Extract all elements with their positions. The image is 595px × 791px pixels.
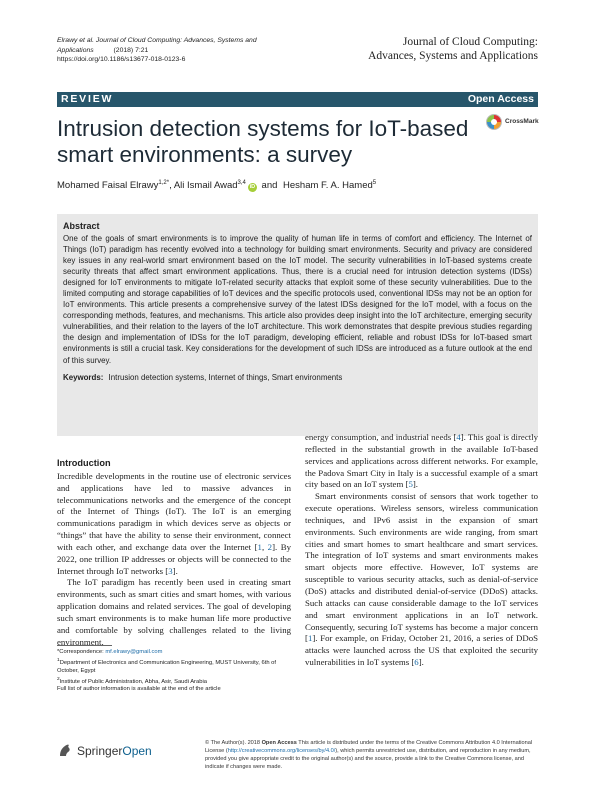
author-separator: and	[258, 180, 281, 192]
journal-name	[368, 36, 538, 63]
citation-year-pages: (2018) 7:21	[113, 46, 149, 54]
paragraph-text: ].	[412, 479, 418, 490]
footnotes	[57, 649, 297, 694]
body-paragraph: The IoT paradigm has recently been used in creating smart environments, such as smart cities and smart homes, with various application domains and related services. The goal of developing such smart environments is to make human life more productive and comfortable by solving challenges related to the living environment,	[57, 577, 291, 647]
article-title: Intrusion detection systems for IoT-based smart environments: a survey	[57, 116, 469, 167]
paragraph-text: ]. By 2022, one trillion IP addresses or objects will be connected to the Internet through IoT networks [	[57, 541, 291, 576]
body-column-left	[57, 458, 291, 649]
orcid-icon[interactable]: iD	[249, 184, 256, 191]
abstract-heading: Abstract	[63, 221, 100, 231]
keywords-text: Intrusion detection systems, Internet of things, Smart environments	[108, 372, 343, 382]
author-name[interactable]: Hesham F. A. Hamed	[283, 180, 373, 192]
springer-horse-icon	[57, 742, 73, 758]
affiliation-number: 2	[57, 676, 60, 682]
keywords-label: Keywords:	[63, 372, 104, 382]
citation-link[interactable]: 5	[408, 479, 413, 490]
body-paragraph	[57, 471, 291, 578]
author-separator: ,	[169, 180, 174, 192]
affiliation-number: 1	[57, 657, 60, 663]
citation-link[interactable]: 3	[168, 565, 173, 576]
correspondence-note	[57, 649, 297, 657]
introduction-heading: Introduction	[57, 458, 111, 468]
citation-link[interactable]: 1	[307, 633, 313, 644]
license-link[interactable]: http://creativecommons.org/licenses/by/4.0/	[227, 747, 336, 754]
article-type-banner	[57, 92, 538, 107]
journal-name-line2: Advances, Systems and Applications	[368, 49, 538, 62]
keywords	[63, 373, 532, 382]
paragraph-text: Incredible developments in the routine use of electronic services and applications have led to massive advances in telecommunications networks and the emergence of the concept of the Internet of Things (IoT). The IoT is an emerging communications paradigm in which devices serve as objects or “things” that have the ability to sense their environment, connect with each other, and exchange data over the Internet [	[57, 470, 291, 552]
body-column-right	[305, 432, 538, 669]
author-affiliation-marker: 5	[372, 180, 377, 186]
citation-link[interactable]: 1	[257, 541, 262, 552]
citation-journal: Journal of Cloud Computing: Advances, Systems and Applications	[57, 37, 257, 54]
abstract-box	[57, 214, 538, 436]
body-paragraph	[305, 491, 538, 669]
open-access-label: Open Access	[467, 93, 534, 105]
paragraph-text: ].	[418, 657, 424, 668]
abstract-text: One of the goals of smart environments is to improve the quality of human life in terms of comfort and efficiency. The Internet of Things (IoT) paradigm has recently evolved into a technology for building smart environments. Security and privacy are considered key issues in any real-world smart environment based on the IoT model. The security vulnerabilities in IoT-based systems create security threats that affect smart environment applications. Thus, there is a crucial need for intrusion detection systems (IDSs) designed for IoT environments to mitigate IoT-related security attacks that exploit some of these security vulnerabilities. Due to the limited computing and storage capabilities of IoT devices and the specific protocols used, conventional IDSs may not be an option for IoT environments. This article presents a comprehensive survey of the latest IDSs designed for the IoT model, with a focus on the corresponding methods, features, and mechanisms. This article also provides deep insight into the IoT architecture, emerging security vulnerabilities, and their relation to the layers of the IoT architecture. This work demonstrates that despite previous studies regarding the design and implementation of IDSs for the IoT paradigm, developing efficient, reliable and robust IDSs for IoT-based smart environments is still a crucial task. Key considerations for the development of such IDSs are introduced as a future outlook at the end of this survey.	[63, 234, 532, 365]
author-name[interactable]: Ali Ismail Awad	[173, 180, 238, 192]
paragraph-text: ].	[172, 565, 178, 576]
paragraph-text: Smart environments consist of sensors that work together to execute operations. Wireless sensors, wireless communication techniques, and IPv6 assist in the expansion of smart environments. Such environments are wide ranging, from smart cities and smart homes to smart healthcare and smart services. The integration of IoT systems and smart environments makes smart objects more effective. However, IoT systems are susceptible to various security attacks, such as denial-of-service (DoS) attacks and distributed denial-of-service (DDoS) attacks. Such attacks can cause considerable damage to the IoT services and smart environment applications in an IoT network. Consequently, securing IoT systems has become a major concern [	[305, 491, 538, 644]
body-paragraph	[305, 432, 538, 491]
license-text: ), which permits unrestricted use, distribution, and reproduction in any medium, provided you give appropriate credit to the original author(s) and the source, provide a link to the Creative Commons license, and indicate if changes were made.	[205, 747, 531, 770]
journal-name-line1: Journal of Cloud Computing:	[402, 36, 538, 48]
license-statement	[205, 740, 538, 772]
publisher-name-part2: Open	[122, 744, 152, 758]
paragraph-text: ]. For example, on Friday, October 21, 2016, a series of DDoS attacks were launched across the US that exploited the security vulnerabilities in IoT systems [	[305, 633, 538, 668]
correspondence-email[interactable]: mf.elrawy@gmail.com	[105, 649, 163, 655]
author-affiliation-marker: 3,4	[237, 180, 246, 186]
springer-open-logo	[57, 739, 167, 761]
author-affiliation-marker: 1,2*	[158, 180, 170, 186]
citation-link[interactable]: 6	[414, 657, 419, 668]
license-open-access: Open Access	[261, 740, 297, 746]
license-prefix: © The Author(s). 2018	[205, 740, 262, 746]
license-text: This article is distributed under the terms of the Creative Commons Attribution 4.0 International License (	[205, 740, 533, 754]
affiliation-note	[57, 657, 297, 676]
affiliation-text: Institute of Public Administration, Abha, Asir, Saudi Arabia	[59, 678, 207, 685]
publisher-name-part1: Springer	[77, 744, 123, 758]
correspondence-label: *Correspondence:	[57, 649, 106, 655]
crossmark-badge[interactable]	[486, 114, 546, 134]
author-list	[57, 180, 376, 192]
footnote-divider	[57, 645, 112, 646]
affiliation-note	[57, 676, 297, 687]
affiliation-text: Department of Electronics and Communication Engineering, MUST University, 6th of October, Egypt	[57, 659, 276, 674]
publisher-name	[77, 744, 152, 758]
citation-link[interactable]: 2	[267, 541, 273, 552]
paragraph-text: ]. This goal is directly reflected in the substantial growth in the available IoT-based services and applications across different networks. For example, the Padova Smart City in Italy is a successful example of a smart city based on an IoT system [	[305, 432, 539, 490]
author-info-note: Full list of author information is available at the end of the article	[57, 686, 221, 693]
crossmark-label: CrossMark	[505, 118, 539, 125]
citation-header	[57, 36, 287, 65]
doi-link[interactable]: https://doi.org/10.1186/s13677-018-0123-6	[57, 56, 186, 64]
citation-link[interactable]: 4	[456, 432, 461, 442]
paragraph-text: ,	[261, 541, 268, 552]
citation-authors: Elrawy et al.	[57, 37, 95, 44]
crossmark-icon	[486, 114, 502, 130]
author-name[interactable]: Mohamed Faisal Elrawy	[57, 180, 159, 192]
article-type-label: REVIEW	[61, 93, 114, 105]
paragraph-text: energy consumption, and industrial needs [	[305, 432, 457, 442]
